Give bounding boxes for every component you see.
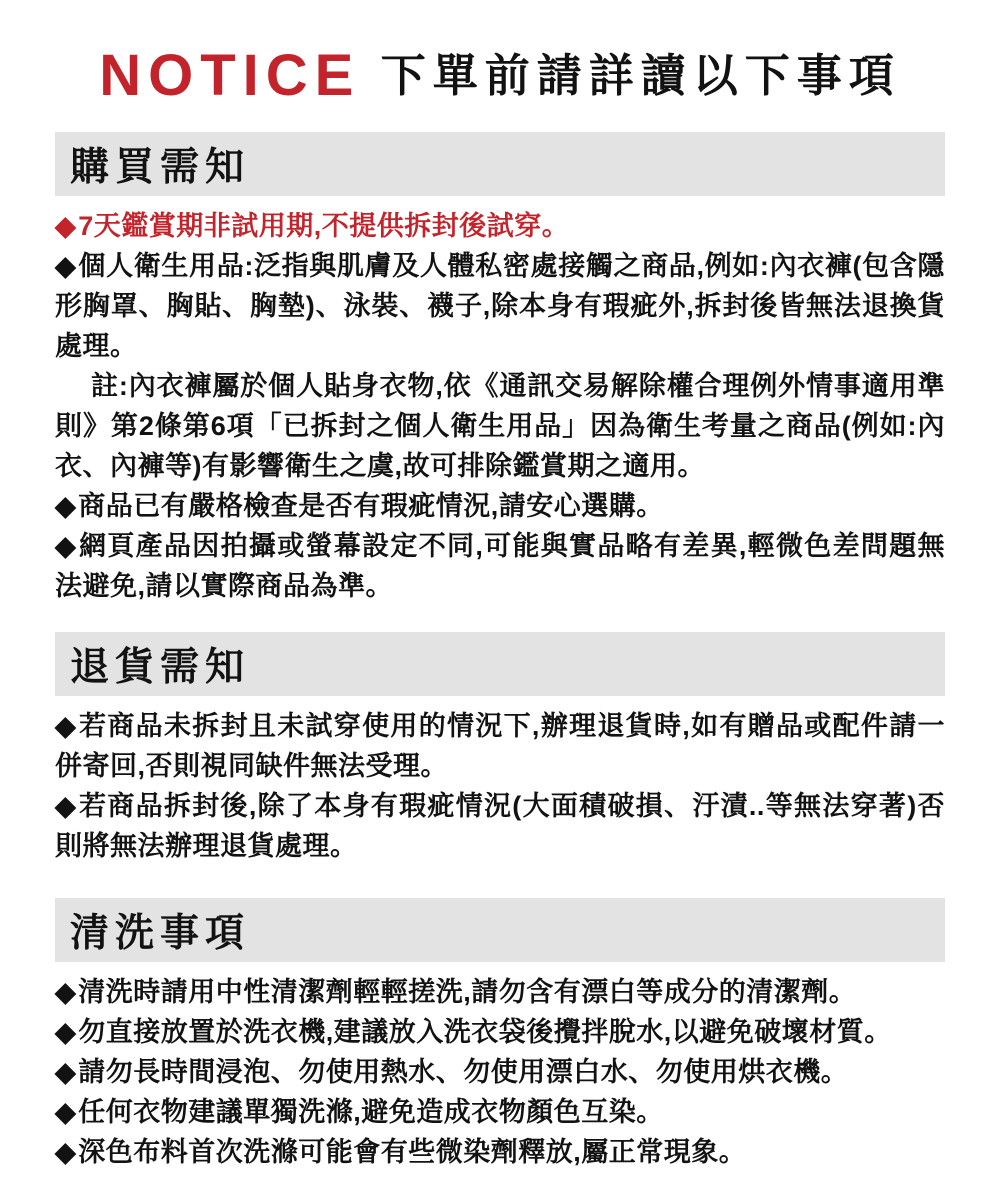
section-heading-bar	[55, 632, 945, 696]
notice-item-text: 7天鑑賞期非試用期,不提供拆封後試穿。	[78, 211, 570, 242]
notice-sections	[55, 132, 945, 1172]
section-heading: 退貨需知	[70, 646, 251, 690]
section-body	[55, 196, 945, 606]
section-body	[55, 696, 945, 866]
page-title-subtitle: 下單前請詳讀以下事項	[380, 50, 901, 101]
notice-word: NOTICE	[99, 43, 361, 108]
diamond-bullet-icon: ◆	[55, 531, 78, 562]
diamond-bullet-icon: ◆	[55, 977, 77, 1008]
section-heading: 清洗事項	[70, 912, 251, 956]
diamond-bullet-icon: ◆	[55, 1097, 77, 1128]
diamond-bullet-icon: ◆	[55, 251, 77, 282]
diamond-bullet-icon: ◆	[55, 1137, 77, 1168]
section-heading-bar	[55, 898, 945, 962]
notice-item-text: 請勿長時間浸泡、勿使用熱水、勿使用漂白水、勿使用烘衣機。	[78, 1057, 849, 1088]
notice-item-text: 若商品拆封後,除了本身有瑕疵情況(大面積破損、汙漬..等無法穿著)否則將無法辦理退貨處理。	[55, 791, 945, 862]
section-body	[55, 962, 945, 1172]
diamond-bullet-icon: ◆	[55, 211, 77, 242]
diamond-bullet-icon: ◆	[55, 1017, 77, 1048]
notice-item-text: 商品已有嚴格檢查是否有瑕疵情況,請安心選購。	[78, 491, 664, 522]
notice-item	[55, 1052, 945, 1092]
notice-item-text: 清洗時請用中性清潔劑輕輕搓洗,請勿含有漂白等成分的清潔劑。	[78, 977, 857, 1008]
page-title	[0, 0, 1000, 106]
notice-item-text: 個人衛生用品:泛指與肌膚及人體私密處接觸之商品,例如:內衣褲(包含隱形胸罩、胸貼、胸墊)、泳裝、襪子,除本身有瑕疵外,拆封後皆無法退換貨處理。	[55, 251, 945, 362]
diamond-bullet-icon: ◆	[55, 711, 78, 742]
notice-item	[55, 1132, 945, 1172]
notice-item-text: 任何衣物建議單獨洗滌,避免造成衣物顏色互染。	[78, 1097, 664, 1128]
notice-item	[55, 972, 945, 1012]
notice-item	[55, 1012, 945, 1052]
notice-item-text: 若商品未拆封且未試穿使用的情況下,辦理退貨時,如有贈品或配件請一併寄回,否則視同缺件無法受理。	[55, 711, 945, 782]
notice-item-text: 深色布料首次洗滌可能會有些微染劑釋放,屬正常現象。	[78, 1137, 747, 1168]
diamond-bullet-icon: ◆	[55, 1057, 77, 1088]
notice-item	[55, 486, 945, 526]
diamond-bullet-icon: ◆	[55, 791, 78, 822]
section-heading: 購買需知	[70, 146, 251, 190]
diamond-bullet-icon: ◆	[55, 491, 77, 522]
notice-item-text: 勿直接放置於洗衣機,建議放入洗衣袋後攪拌脫水,以避免破壞材質。	[78, 1017, 892, 1048]
note-paragraph	[55, 366, 945, 486]
notice-item	[55, 786, 945, 866]
section-heading-bar	[55, 132, 945, 196]
notice-item	[55, 246, 945, 366]
notice-item	[55, 706, 945, 786]
notice-item-text: 註:內衣褲屬於個人貼身衣物,依《通訊交易解除權合理例外情事適用準則》第2條第6項「已拆封之個人衛生用品」因為衛生考量之商品(例如:內衣、內褲等)有影響衛生之虞,故可排除鑑賞期之適用。	[55, 371, 945, 482]
notice-item	[55, 526, 945, 606]
notice-item	[55, 1092, 945, 1132]
notice-item-text: 網頁產品因拍攝或螢幕設定不同,可能與實品略有差異,輕微色差問題無法避免,請以實際商品為準。	[55, 531, 945, 602]
notice-item	[55, 206, 945, 246]
